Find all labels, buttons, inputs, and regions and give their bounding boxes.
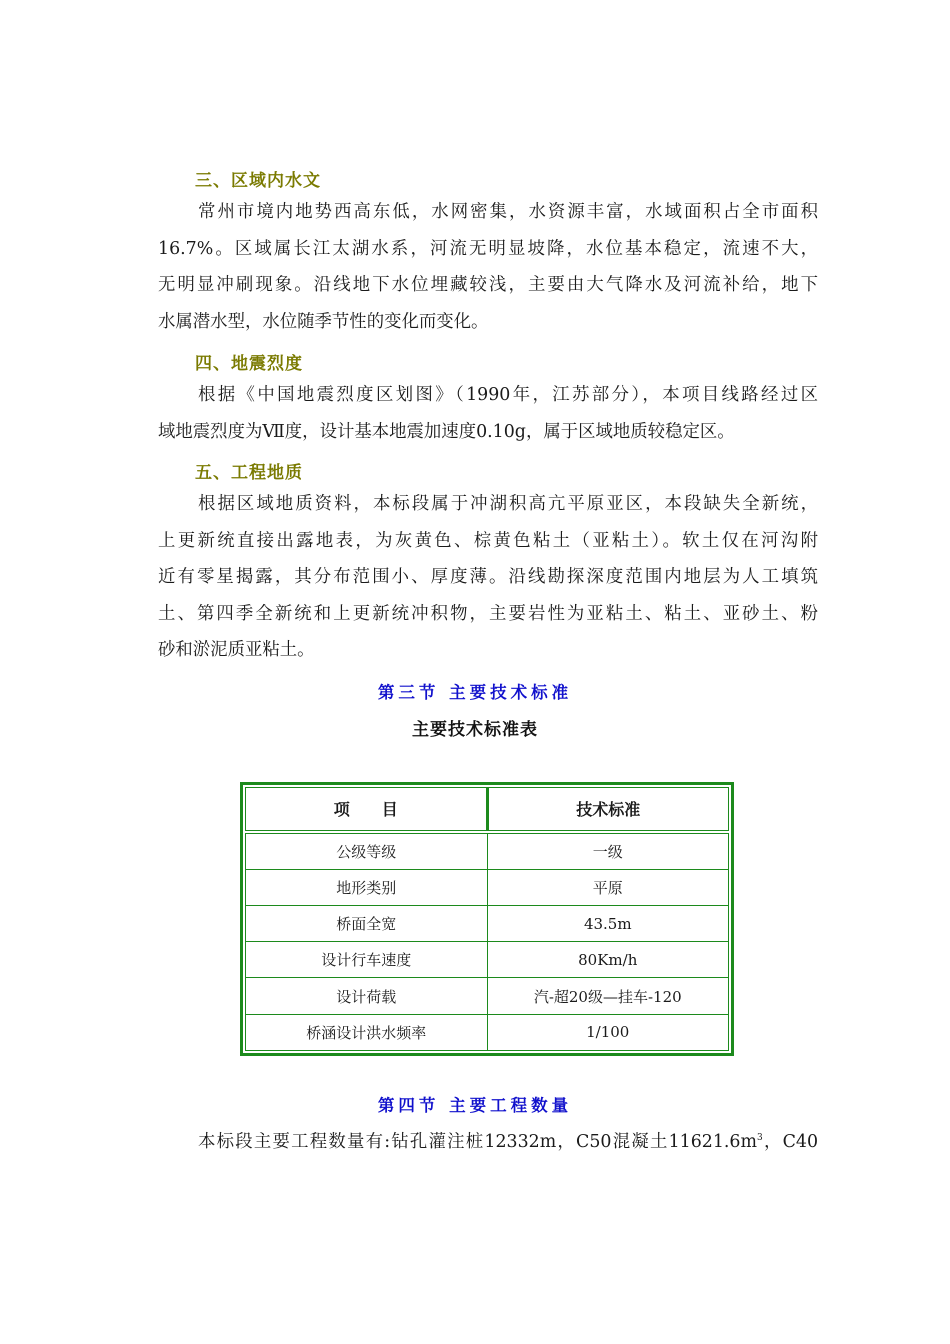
table-header-row	[246, 788, 729, 832]
text-line: 无明显冲刷现象。沿线地下水位埋藏较浅，主要由大气降水及河流补给，地下	[158, 275, 818, 295]
table-cell: 43.5m	[487, 906, 729, 942]
table-row	[246, 942, 729, 978]
heading-seismic: 四、地震烈度	[195, 354, 303, 374]
table-row	[246, 906, 729, 942]
standards-table	[245, 787, 729, 1051]
quantities-text: 本标段主要工程数量有:钻孔灌注桩12332m，C50混凝土11621.6m	[198, 1131, 757, 1152]
text-line: 根据《中国地震烈度区划图》（1990年，江苏部分），本项目线路经过区	[198, 385, 818, 405]
text-line: 土、第四季全新统和上更新统冲积物，主要岩性为亚粘土、粘土、亚砂土、粉	[158, 603, 818, 624]
table-row	[246, 832, 729, 870]
text-line	[158, 1120, 818, 1157]
text-line: 16.7%。区域属长江太湖水系，河流无明显坡降，水位基本稳定，流速不大，	[158, 238, 818, 259]
table-cell: 汽-超20级—挂车-120	[487, 978, 729, 1014]
text-line: 常州市境内地势西高东低，水网密集，水资源丰富，水域面积占全市面积	[198, 202, 818, 222]
table-row	[246, 1014, 729, 1050]
table-cell: 桥涵设计洪水频率	[246, 1014, 488, 1050]
section-title-standards: 第三节 主要技术标准	[377, 683, 573, 702]
paragraph-quantities	[158, 1120, 818, 1157]
unit-superscript: 3	[756, 1133, 763, 1143]
text-line: 根据区域地质资料，本标段属于冲湖积高亢平原亚区，本段缺失全新统，	[198, 494, 818, 514]
table-cell: 设计行车速度	[246, 942, 488, 978]
text-line: 近有零星揭露，其分布范围小、厚度薄。沿线勘探深度范围内地层为人工填筑	[158, 567, 818, 587]
table-cell: 公级等级	[246, 832, 488, 870]
table-row	[246, 869, 729, 905]
paragraph-geology	[158, 486, 818, 669]
text-line: 上更新统直接出露地表，为灰黄色、棕黄色粘土（亚粘土）。软土仅在河沟附	[158, 530, 818, 551]
text-line: 砂和淤泥质亚粘土。	[158, 640, 315, 660]
heading-geology: 五、工程地质	[195, 463, 303, 483]
column-header-item: 项 目	[246, 788, 488, 832]
section-title-quantities: 第四节 主要工程数量	[377, 1096, 573, 1115]
heading-hydrology: 三、区域内水文	[195, 171, 321, 191]
table-cell: 桥面全宽	[246, 906, 488, 942]
table-cell: 平原	[487, 869, 729, 905]
table-title: 主要技术标准表	[412, 720, 538, 740]
text-line: 域地震烈度为Ⅶ度，设计基本地震加速度0.10g，属于区域地质较稳定区。	[158, 421, 735, 442]
column-header-standard: 技术标准	[487, 788, 729, 832]
table-cell: 地形类别	[246, 869, 488, 905]
table-row	[246, 978, 729, 1014]
table-cell: 1/100	[487, 1014, 729, 1050]
paragraph-hydrology	[158, 194, 818, 340]
table-cell: 80Km/h	[487, 942, 729, 978]
text-line: 水属潜水型，水位随季节性的变化而变化。	[158, 311, 489, 332]
table-cell: 设计荷载	[246, 978, 488, 1014]
table-cell: 一级	[487, 832, 729, 870]
quantities-text-tail: ，C40	[762, 1131, 819, 1152]
standards-table-frame	[240, 782, 734, 1056]
paragraph-seismic	[158, 377, 818, 450]
